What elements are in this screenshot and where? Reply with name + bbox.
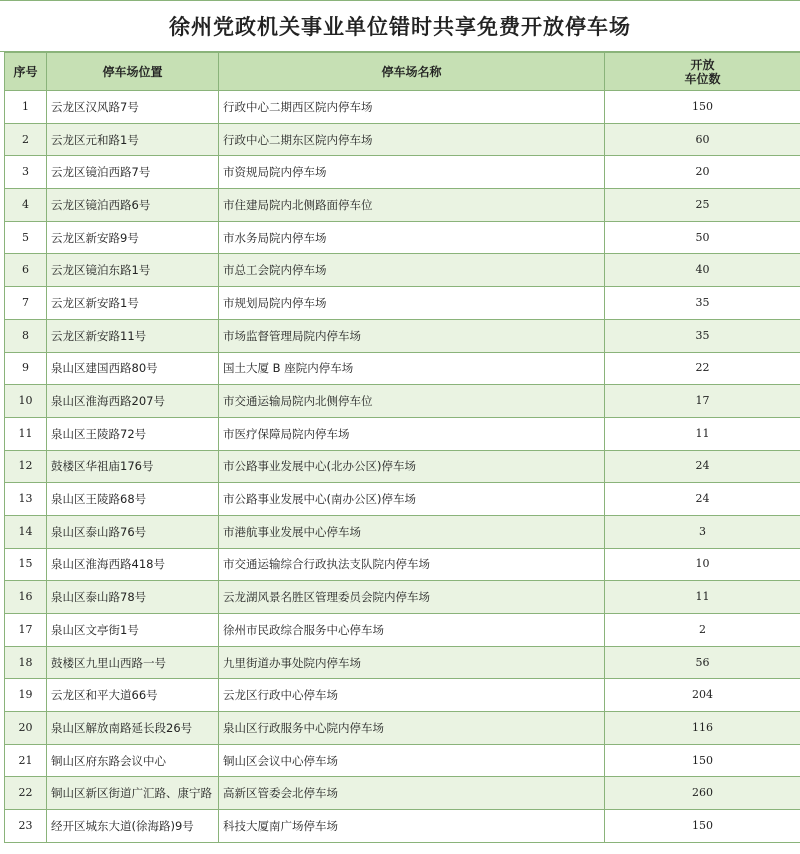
row-location: 云龙区和平大道66号 [47,679,219,712]
table-row [5,287,800,320]
parking-table [4,52,800,843]
row-location: 云龙区新安路11号 [47,319,219,352]
row-spaces: 50 [605,221,800,254]
row-name: 市住建局院内北侧路面停车位 [219,189,605,222]
row-name: 市医疗保障局院内停车场 [219,417,605,450]
row-name: 市公路事业发展中心(南办公区)停车场 [219,483,605,516]
row-index: 21 [5,744,47,777]
row-spaces: 60 [605,123,800,156]
row-name: 市规划局院内停车场 [219,287,605,320]
row-spaces: 204 [605,679,800,712]
row-spaces: 150 [605,91,800,124]
row-location: 泉山区解放南路延长段26号 [47,712,219,745]
header-spaces [605,53,800,91]
row-index: 2 [5,123,47,156]
table-row [5,385,800,418]
row-location: 云龙区新安路1号 [47,287,219,320]
row-index: 12 [5,450,47,483]
table-header-row [5,53,800,91]
row-spaces: 40 [605,254,800,287]
row-location: 泉山区王陵路68号 [47,483,219,516]
row-spaces: 116 [605,712,800,745]
row-name: 铜山区会议中心停车场 [219,744,605,777]
row-name: 云龙湖风景名胜区管理委员会院内停车场 [219,581,605,614]
row-location: 泉山区建国西路80号 [47,352,219,385]
row-spaces: 20 [605,156,800,189]
table-row [5,221,800,254]
row-spaces: 25 [605,189,800,222]
row-spaces: 24 [605,450,800,483]
row-spaces: 150 [605,744,800,777]
row-spaces: 11 [605,417,800,450]
row-name: 市交通运输综合行政执法支队院内停车场 [219,548,605,581]
row-spaces: 10 [605,548,800,581]
row-spaces: 11 [605,581,800,614]
row-location: 云龙区镜泊东路1号 [47,254,219,287]
header-spaces-line1: 开放 [690,57,715,72]
row-index: 18 [5,646,47,679]
table-row [5,646,800,679]
row-name: 行政中心二期东区院内停车场 [219,123,605,156]
row-location: 泉山区泰山路78号 [47,581,219,614]
table-row [5,515,800,548]
row-spaces: 22 [605,352,800,385]
row-index: 10 [5,385,47,418]
row-location: 鼓楼区华祖庙176号 [47,450,219,483]
row-location: 铜山区新区街道广汇路、康宁路 [47,777,219,810]
header-index: 序号 [5,53,47,91]
row-location: 铜山区府东路会议中心 [47,744,219,777]
table-row [5,548,800,581]
row-name: 云龙区行政中心停车场 [219,679,605,712]
row-index: 13 [5,483,47,516]
row-index: 11 [5,417,47,450]
header-location: 停车场位置 [47,53,219,91]
table-row [5,417,800,450]
row-name: 泉山区行政服务中心院内停车场 [219,712,605,745]
header-spaces-line2: 车位数 [684,71,721,86]
row-spaces: 3 [605,515,800,548]
table-row [5,712,800,745]
row-index: 17 [5,614,47,647]
row-spaces: 150 [605,810,800,843]
table-row [5,156,800,189]
row-location: 泉山区文亭街1号 [47,614,219,647]
row-location: 鼓楼区九里山西路一号 [47,646,219,679]
row-index: 8 [5,319,47,352]
row-index: 22 [5,777,47,810]
row-spaces: 56 [605,646,800,679]
row-index: 7 [5,287,47,320]
row-index: 5 [5,221,47,254]
row-index: 14 [5,515,47,548]
table-row [5,744,800,777]
row-name: 市资规局院内停车场 [219,156,605,189]
row-spaces: 17 [605,385,800,418]
row-index: 23 [5,810,47,843]
row-index: 19 [5,679,47,712]
table-row [5,777,800,810]
row-name: 行政中心二期西区院内停车场 [219,91,605,124]
header-name: 停车场名称 [219,53,605,91]
row-name: 徐州市民政综合服务中心停车场 [219,614,605,647]
row-index: 16 [5,581,47,614]
row-index: 6 [5,254,47,287]
table-row [5,614,800,647]
row-spaces: 2 [605,614,800,647]
row-location: 云龙区汉风路7号 [47,91,219,124]
row-name: 市总工会院内停车场 [219,254,605,287]
row-name: 市港航事业发展中心停车场 [219,515,605,548]
row-name: 科技大厦南广场停车场 [219,810,605,843]
table-row [5,581,800,614]
table-row [5,679,800,712]
row-name: 高新区管委会北停车场 [219,777,605,810]
table-row [5,319,800,352]
row-location: 泉山区淮海西路418号 [47,548,219,581]
row-name: 市水务局院内停车场 [219,221,605,254]
row-location: 泉山区泰山路76号 [47,515,219,548]
row-location: 泉山区淮海西路207号 [47,385,219,418]
row-name: 市公路事业发展中心(北办公区)停车场 [219,450,605,483]
table-row [5,254,800,287]
row-index: 9 [5,352,47,385]
row-location: 经开区城东大道(徐海路)9号 [47,810,219,843]
row-spaces: 35 [605,319,800,352]
row-name: 国土大厦 B 座院内停车场 [219,352,605,385]
row-spaces: 260 [605,777,800,810]
row-spaces: 24 [605,483,800,516]
row-index: 4 [5,189,47,222]
table-row [5,483,800,516]
row-spaces: 35 [605,287,800,320]
row-location: 云龙区镜泊西路7号 [47,156,219,189]
table-row [5,189,800,222]
table-row [5,352,800,385]
table-body [5,91,800,843]
row-location: 泉山区王陵路72号 [47,417,219,450]
row-index: 15 [5,548,47,581]
table-row [5,810,800,843]
row-name: 九里街道办事处院内停车场 [219,646,605,679]
row-index: 3 [5,156,47,189]
row-location: 云龙区新安路9号 [47,221,219,254]
page-title: 徐州党政机关事业单位错时共享免费开放停车场 [0,0,800,52]
table-row [5,123,800,156]
row-name: 市场监督管理局院内停车场 [219,319,605,352]
row-location: 云龙区元和路1号 [47,123,219,156]
row-index: 20 [5,712,47,745]
row-index: 1 [5,91,47,124]
row-location: 云龙区镜泊西路6号 [47,189,219,222]
table-row [5,91,800,124]
table-row [5,450,800,483]
row-name: 市交通运输局院内北侧停车位 [219,385,605,418]
